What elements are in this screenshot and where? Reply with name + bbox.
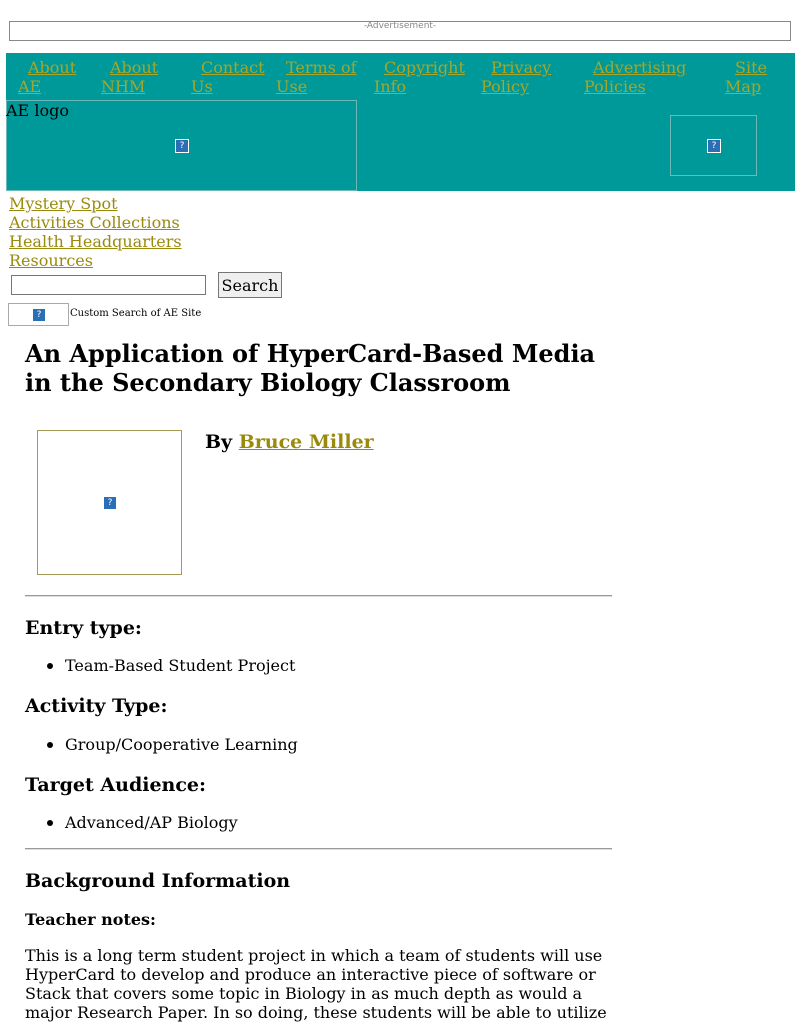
- nav-advertising-policies[interactable]: Advertising Policies: [584, 58, 687, 96]
- entry-type-item: Team-Based Student Project: [65, 656, 296, 675]
- activity-type-heading: Activity Type:: [25, 695, 168, 717]
- nav-contact-us[interactable]: Contact Us: [191, 58, 265, 96]
- search-button[interactable]: Search: [218, 272, 282, 298]
- ae-logo-alt-text: AE logo: [6, 101, 69, 120]
- nav-copyright-info[interactable]: Copyright Info: [374, 58, 465, 96]
- byline: [205, 430, 374, 454]
- teacher-notes-heading: Teacher notes:: [25, 910, 156, 929]
- broken-image-icon: ?: [175, 139, 189, 153]
- nav-site-map[interactable]: Site Map: [725, 58, 767, 96]
- side-link-health-headquarters[interactable]: Health Headquarters: [9, 232, 182, 251]
- bullet-icon: [47, 742, 53, 748]
- broken-image-icon: ?: [707, 139, 721, 153]
- activity-type-item: Group/Cooperative Learning: [65, 735, 298, 754]
- side-link-mystery-spot[interactable]: Mystery Spot: [9, 194, 118, 213]
- author-photo: [37, 430, 182, 575]
- search-input[interactable]: [11, 275, 206, 295]
- page-title: An Application of HyperCard-Based Media in the Secondary Biology Classroom: [25, 339, 596, 397]
- side-link-activities-collections[interactable]: Activities Collections: [9, 213, 180, 232]
- nav-about-ae[interactable]: About AE: [18, 58, 77, 96]
- byline-prefix: By: [205, 431, 233, 453]
- custom-search-image[interactable]: [8, 303, 69, 326]
- target-audience-heading: Target Audience:: [25, 774, 207, 796]
- bullet-icon: [47, 820, 53, 826]
- author-link[interactable]: Bruce Miller: [238, 431, 374, 453]
- background-paragraph: This is a long term student project in which a team of students will use HyperCard to develop and produce an interactive piece of software or Stack that covers some topic in Biology in as much depth as would a major Research Paper. In so doing, these students will be able to utilize: [25, 946, 607, 1022]
- divider: [25, 848, 612, 850]
- background-heading: Background Information: [25, 870, 291, 892]
- side-link-resources[interactable]: Resources: [9, 251, 93, 270]
- advertisement-label: -Advertisement-: [363, 21, 437, 31]
- target-audience-item: Advanced/AP Biology: [65, 813, 238, 832]
- bullet-icon: [47, 663, 53, 669]
- nav-about-nhm[interactable]: About NHM: [101, 58, 159, 96]
- nav-terms-of-use[interactable]: Terms of Use: [276, 58, 357, 96]
- top-nav-bar: [6, 53, 795, 191]
- divider: [25, 595, 612, 597]
- entry-type-heading: Entry type:: [25, 617, 142, 639]
- custom-search-label: Custom Search of AE Site: [70, 308, 202, 319]
- header-banner-image[interactable]: [670, 115, 757, 176]
- broken-image-icon: ?: [103, 496, 117, 510]
- broken-image-icon: ?: [32, 308, 46, 322]
- nav-privacy-policy[interactable]: Privacy Policy: [481, 58, 552, 96]
